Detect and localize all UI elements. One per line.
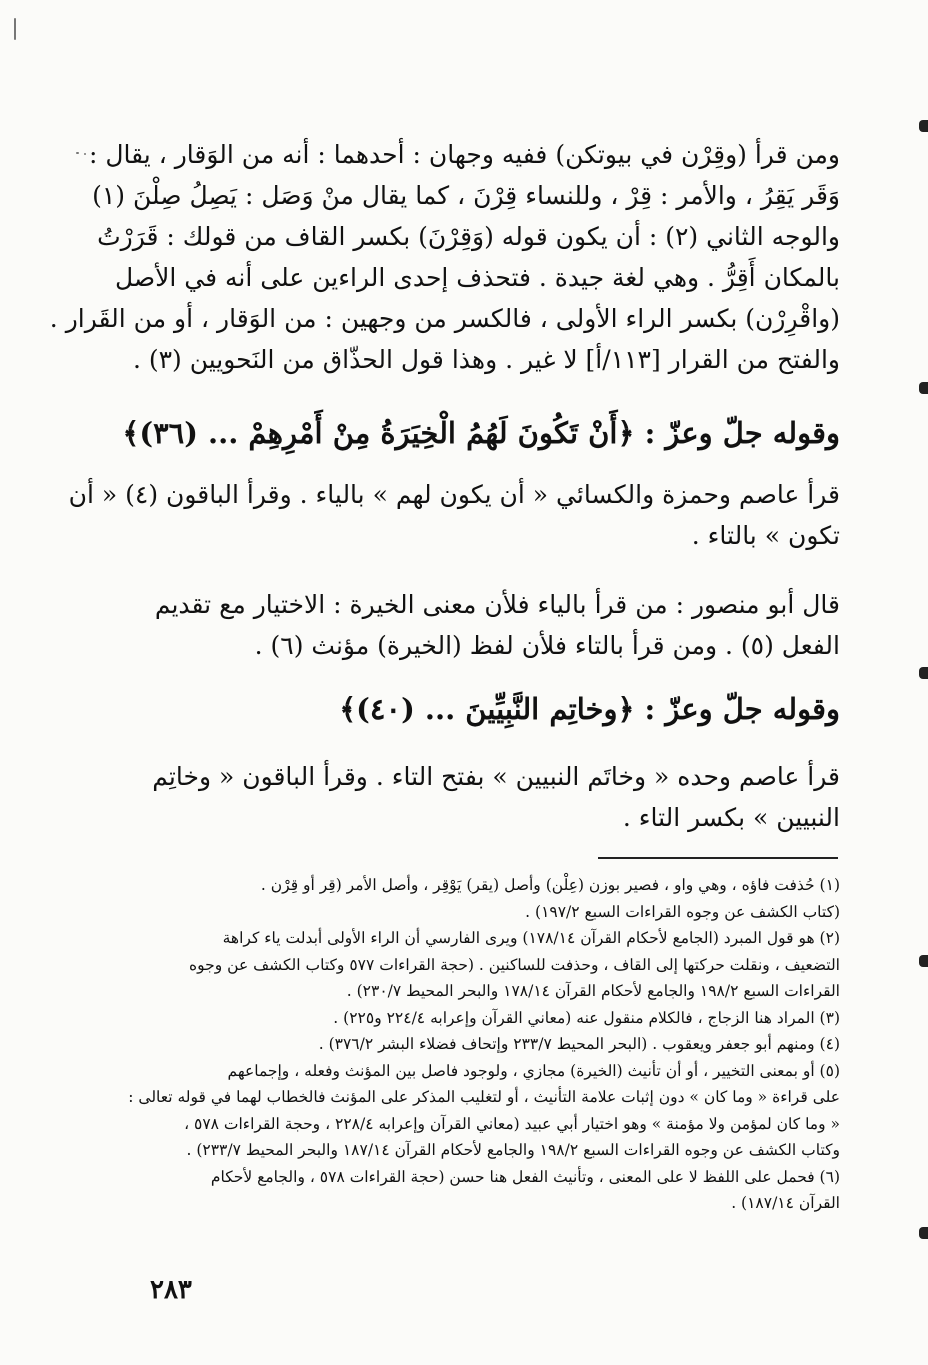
scan-speck bbox=[84, 153, 86, 155]
verse-heading-40 bbox=[128, 684, 840, 734]
footnote-separator bbox=[598, 857, 838, 859]
text-line: قرأ عاصم وحمزة والكسائي « أن يكون لهم » بالياء . وقرأ الباقون (٤) « أن bbox=[68, 480, 840, 509]
edge-mark bbox=[919, 667, 928, 679]
passage-3 bbox=[128, 584, 840, 666]
footnote-line: (كتاب الكشف عن وجوه القراءات السبع ١٩٧/٢) . bbox=[525, 902, 840, 921]
footnote-line: (٦) فحمل على اللفظ لا على المعنى ، وتأنيث الفعل هنا حسن (حجة القراءات ٥٧٨ ، والجامع لأحكام bbox=[210, 1167, 840, 1186]
text-line: وَقَر يَقِرُ ، والأمر : قِرْ ، وللنساء قِرْنَ ، كما يقال منْ وَصَل : يَصِلُ صِلْنَ (١) bbox=[92, 181, 840, 210]
page-number: ٢٨٣ bbox=[150, 1275, 192, 1305]
edge-mark bbox=[919, 955, 928, 967]
edge-mark bbox=[919, 1227, 928, 1239]
footnote-line: التضعيف ، ونقلت حركتها إلى القاف ، وحذفت للساكنين . (حجة القراءات ٥٧٧ وكتاب الكشف عن وجوه bbox=[189, 955, 840, 974]
text-line: (واقْرِرْن) بكسر الراء الأولى ، فالكسر من وجهين : من الوَقار ، أو من القَرار . bbox=[49, 304, 840, 333]
text-line: قرأ عاصم وحده « وخاتَم النبيين » بفتح التاء . وقرأ الباقون « وخاتِم bbox=[152, 762, 840, 791]
text-line: بالمكان أَقِرُّ . وهي لغة جيدة . فتحذف إحدى الراءين على أنه في الأصل bbox=[114, 263, 840, 292]
footnote-line: (١) حُذفت فاؤه ، وهي واو ، فصير بوزن (عِلْن) وأصل (يقر) يَوْقِر ، وأصل الأمر (قِر أو قِرْن . bbox=[260, 876, 840, 894]
edge-mark bbox=[919, 120, 928, 132]
scan-speck bbox=[14, 18, 16, 40]
footnote-line: (٣) المراد هنا الزجاج ، فالكلام منقول عنه (معاني القرآن وإعرابه ٢٢٤/٤ و٢٢٥) . bbox=[333, 1008, 840, 1027]
footnote-line: « وما كان لمؤمن ولا مؤمنة » وهو اختيار أبي عبيد (معاني القرآن وإعرابه ٢٢٨/٤ ، وحجة القراءات ٥٧٨ ، bbox=[184, 1114, 840, 1133]
footnote-line: (٤) ومنهم أبو جعفر ويعقوب . (البحر المحيط ٢٣٣/٧ وإتحاف فضلاء البشر ٣٧٦/٢) . bbox=[318, 1035, 840, 1053]
footnote-line: وكتاب الكشف عن وجوه القراءات السبع ١٩٨/٢ والجامع لأحكام القرآن ١٨٧/١٤ والبحر المحيط ٢٣٣/٧) . bbox=[186, 1141, 840, 1159]
passage-4 bbox=[128, 756, 840, 838]
passage-1 bbox=[49, 134, 840, 380]
footnote-line: القراءات السبع ١٩٨/٢ والجامع لأحكام القرآن ١٧٨/١٤ والبحر المحيط ٢٣٠/٧) . bbox=[346, 982, 840, 1000]
footnote-line: على قراءة « وما كان » دون إثبات علامة التأنيث ، أو لتغليب المذكر على المؤنث فالخطاب لهما في قوله تعالى : bbox=[128, 1088, 840, 1106]
text-line: قال أبو منصور : من قرأ بالياء فلأن معنى الخيرة : الاختيار مع تقديم bbox=[154, 590, 840, 619]
text-line: النبيين » بكسر التاء . bbox=[622, 803, 840, 832]
text-line: الفعل (٥) . ومن قرأ بالتاء فلأن لفظ (الخيرة) مؤنث (٦) . bbox=[254, 631, 840, 660]
footnote-line: (٥) أو بمعنى التخيير ، أو أن تأنيث (الخيرة) مجازي ، ولوجود فاصل بين المؤنث وفعله ، وإجماعهم bbox=[227, 1061, 840, 1080]
text-line: ومن قرأ (وقِرْن في بيوتكن) ففيه وجهان : أحدهما : أنه من الوَقار ، يقال : bbox=[89, 140, 840, 169]
footnote-line: القرآن ١٨٧/١٤) . bbox=[731, 1194, 840, 1212]
passage-2 bbox=[68, 474, 840, 556]
verse-heading: وقوله جلّ وعزّ : ﴿أَنْ تَكُونَ لَهُمُ الْخِيَرَةُ مِنْ أَمْرِهِمْ ... (٣٦)﴾ bbox=[122, 416, 840, 450]
text-line: والفتح من القرار [١١٣/أ] لا غير . وهذا قول الحذّاق من النَحويين (٣) . bbox=[132, 345, 840, 374]
verse-heading: وقوله جلّ وعزّ : ﴿وخاتِم النَّبِيِّينَ ... (٤٠)﴾ bbox=[339, 692, 840, 726]
text-line: تكون » بالتاء . bbox=[691, 521, 840, 550]
edge-mark bbox=[919, 382, 928, 394]
scan-speck bbox=[76, 152, 79, 154]
footnote-line: (٢) هو قول المبرد (الجامع لأحكام القرآن ١٧٨/١٤) ويرى الفارسي أن الراء الأولى أبدلت ياء كراهة bbox=[222, 929, 840, 947]
verse-heading-36 bbox=[122, 408, 840, 458]
footnotes bbox=[128, 872, 840, 1217]
text-line: والوجه الثاني (٢) : أن يكون قوله (وَقِرْنَ) بكسر القاف من قولك : قَرَرْتُ bbox=[97, 222, 840, 251]
